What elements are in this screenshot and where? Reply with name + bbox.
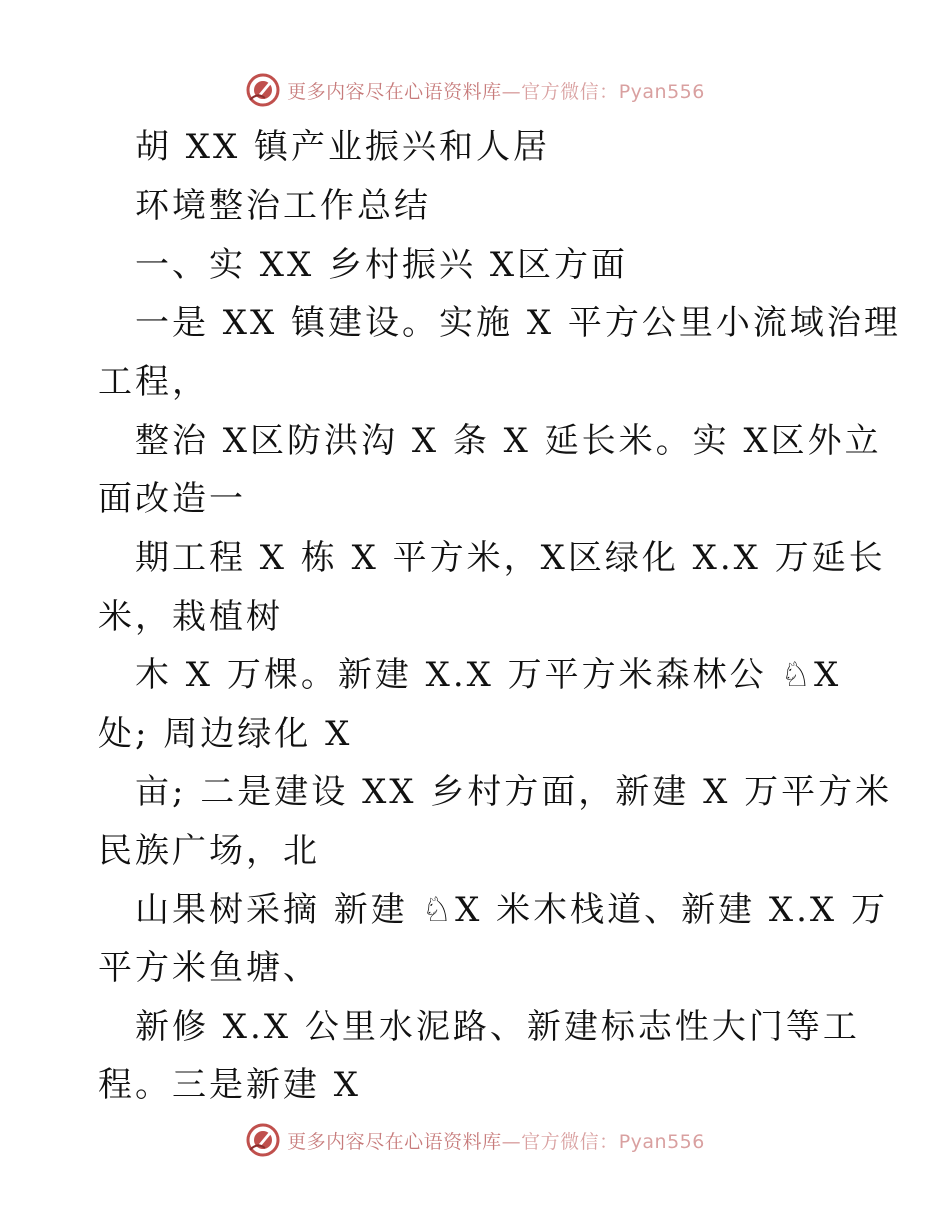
doc-line: 新修 X.X 公里水泥路、新建标志性大门等工 bbox=[135, 1007, 860, 1047]
doc-line: 整治 X区防洪沟 X 条 X 延长米。实 X区外立 bbox=[135, 421, 882, 461]
doc-line: 一、实 XX 乡村振兴 X区方面 bbox=[135, 245, 629, 285]
doc-line: 一是 XX 镇建设。实施 X 平方公里小流域治理 bbox=[135, 303, 901, 343]
doc-line: 工程， bbox=[98, 362, 209, 402]
doc-line: 山果树采摘 新建 ♘X 米木栈道、新建 X.X 万 bbox=[135, 890, 888, 930]
doc-line: 面改造一 bbox=[98, 479, 246, 519]
doc-line: 亩; 二是建设 XX 乡村方面，新建 X 万平方米 bbox=[135, 772, 893, 812]
watermark-text: 更多内容尽在心语资料库—官方微信：Pyan556 bbox=[287, 80, 705, 103]
logo-icon bbox=[245, 1122, 281, 1158]
watermark-text: 更多内容尽在心语资料库—官方微信：Pyan556 bbox=[287, 1130, 705, 1153]
doc-line: 胡 XX 镇产业振兴和人居 bbox=[135, 127, 551, 167]
doc-line: 期工程 X 栋 X 平方米，X区绿化 X.X 万延长 bbox=[135, 538, 886, 578]
doc-line: 民族广场，北 bbox=[98, 831, 320, 871]
doc-line: 环境整治工作总结 bbox=[135, 186, 431, 226]
doc-line: 米，栽植树 bbox=[98, 597, 283, 637]
watermark-header bbox=[0, 70, 950, 110]
watermark-footer bbox=[0, 1120, 950, 1160]
doc-line: 平方米鱼塘、 bbox=[98, 948, 320, 988]
doc-line: 程。三是新建 X bbox=[98, 1065, 362, 1105]
logo-icon bbox=[245, 72, 281, 108]
doc-line: 处; 周边绿化 X bbox=[98, 714, 353, 754]
doc-line: 木 X 万棵。新建 X.X 万平方米森林公 ♘X bbox=[135, 655, 842, 695]
